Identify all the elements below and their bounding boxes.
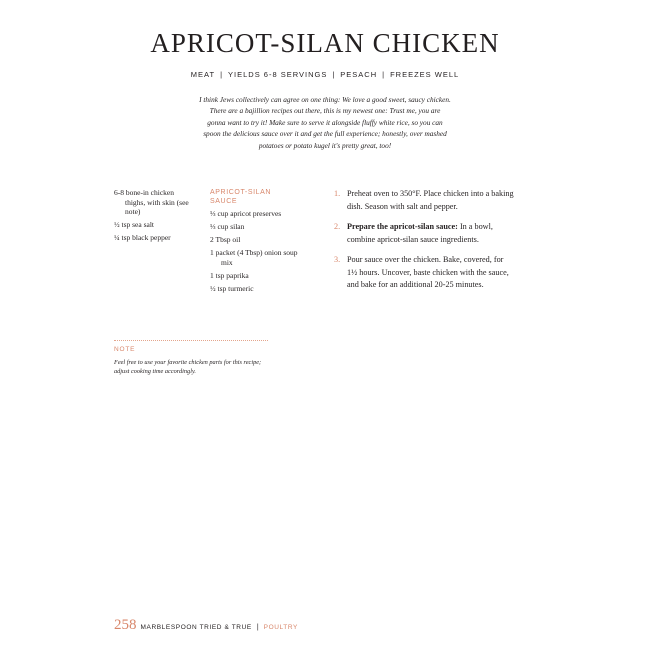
book-title: MARBLESPOON TRIED & TRUE — [140, 624, 252, 631]
step-number: 2. — [334, 222, 341, 231]
step-number: 3. — [334, 255, 341, 264]
tag-yield: YIELDS 6-8 SERVINGS — [228, 70, 328, 79]
intro-line: spoon the delicious sauce over it and get the full experience; honestly, over mashed — [203, 129, 447, 139]
tag-pesach: PESACH — [340, 70, 378, 79]
tag-separator: | — [382, 70, 386, 79]
step-number: 1. — [334, 189, 341, 198]
recipe-steps — [334, 188, 514, 300]
page-number: 258 — [114, 617, 137, 633]
intro-line: I think Jews collectively can agree on one thing: We love a good sweet, saucy chicken. — [199, 95, 451, 104]
ingredient-item: 1 tsp paprika — [210, 270, 249, 280]
page-footer — [114, 616, 298, 634]
sauce-heading-line: SAUCE — [210, 198, 238, 205]
tag-freezes: FREEZES WELL — [390, 70, 460, 79]
ingredient-item: ½ tsp sea salt — [114, 220, 154, 229]
sauce-heading — [210, 188, 305, 206]
recipe-tags — [0, 70, 650, 79]
step-text: In a bowl, combine apricot-silan sauce ingredients. — [347, 222, 493, 244]
note-divider — [114, 340, 268, 341]
step-item — [334, 254, 514, 292]
tag-meat: MEAT — [190, 70, 216, 79]
recipe-intro — [184, 94, 466, 151]
intro-line: There are a bajillion recipes out there, this is my newest one: Trust me, you are — [209, 106, 441, 116]
ingredient-item: 6-8 bone-in chicken thighs, with skin (see note) — [114, 188, 189, 216]
intro-line: gonna want to try it! Make sure to serve it alongside fluffy white rice, so you can — [207, 117, 443, 127]
sauce-heading-line: APRICOT-SILAN — [210, 189, 272, 196]
ingredient-item: ¼ tsp black pepper — [114, 233, 171, 242]
section-name: POULTRY — [263, 624, 298, 631]
ingredient-item: ⅓ cup apricot preserves — [210, 209, 282, 218]
step-text: Preheat oven to 350°F. Place chicken into a baking dish. Season with salt and pepper. — [347, 189, 514, 211]
step-bold-lead: Prepare the apricot-silan sauce: — [347, 222, 458, 231]
ingredient-item: 2 Tbsp oil — [210, 235, 241, 244]
step-item — [334, 221, 514, 246]
note-text: Feel free to use your favorite chicken parts for this recipe; adjust cooking time accordingly. — [114, 359, 262, 376]
recipe-title: APRICOT-SILAN CHICKEN — [150, 28, 500, 58]
step-text: Pour sauce over the chicken. Bake, covered, for 1½ hours. Uncover, baste chicken with the sauce, and bake for an additional 20-25 minutes. — [347, 255, 509, 289]
sauce-ingredients — [210, 188, 305, 297]
note-label: NOTE — [114, 346, 136, 353]
tag-separator: | — [332, 70, 336, 79]
ingredient-item: 1 packet (4 Tbsp) onion soup mix — [210, 248, 298, 267]
ingredient-item: ⅓ cup silan — [210, 222, 245, 231]
tag-separator: | — [220, 70, 224, 79]
intro-line: potatoes or potato kugel it's pretty great, too! — [258, 140, 392, 150]
footer-separator: | — [256, 624, 259, 631]
step-item — [334, 188, 514, 213]
main-ingredients — [114, 188, 196, 246]
ingredient-item: ½ tsp turmeric — [210, 283, 254, 293]
